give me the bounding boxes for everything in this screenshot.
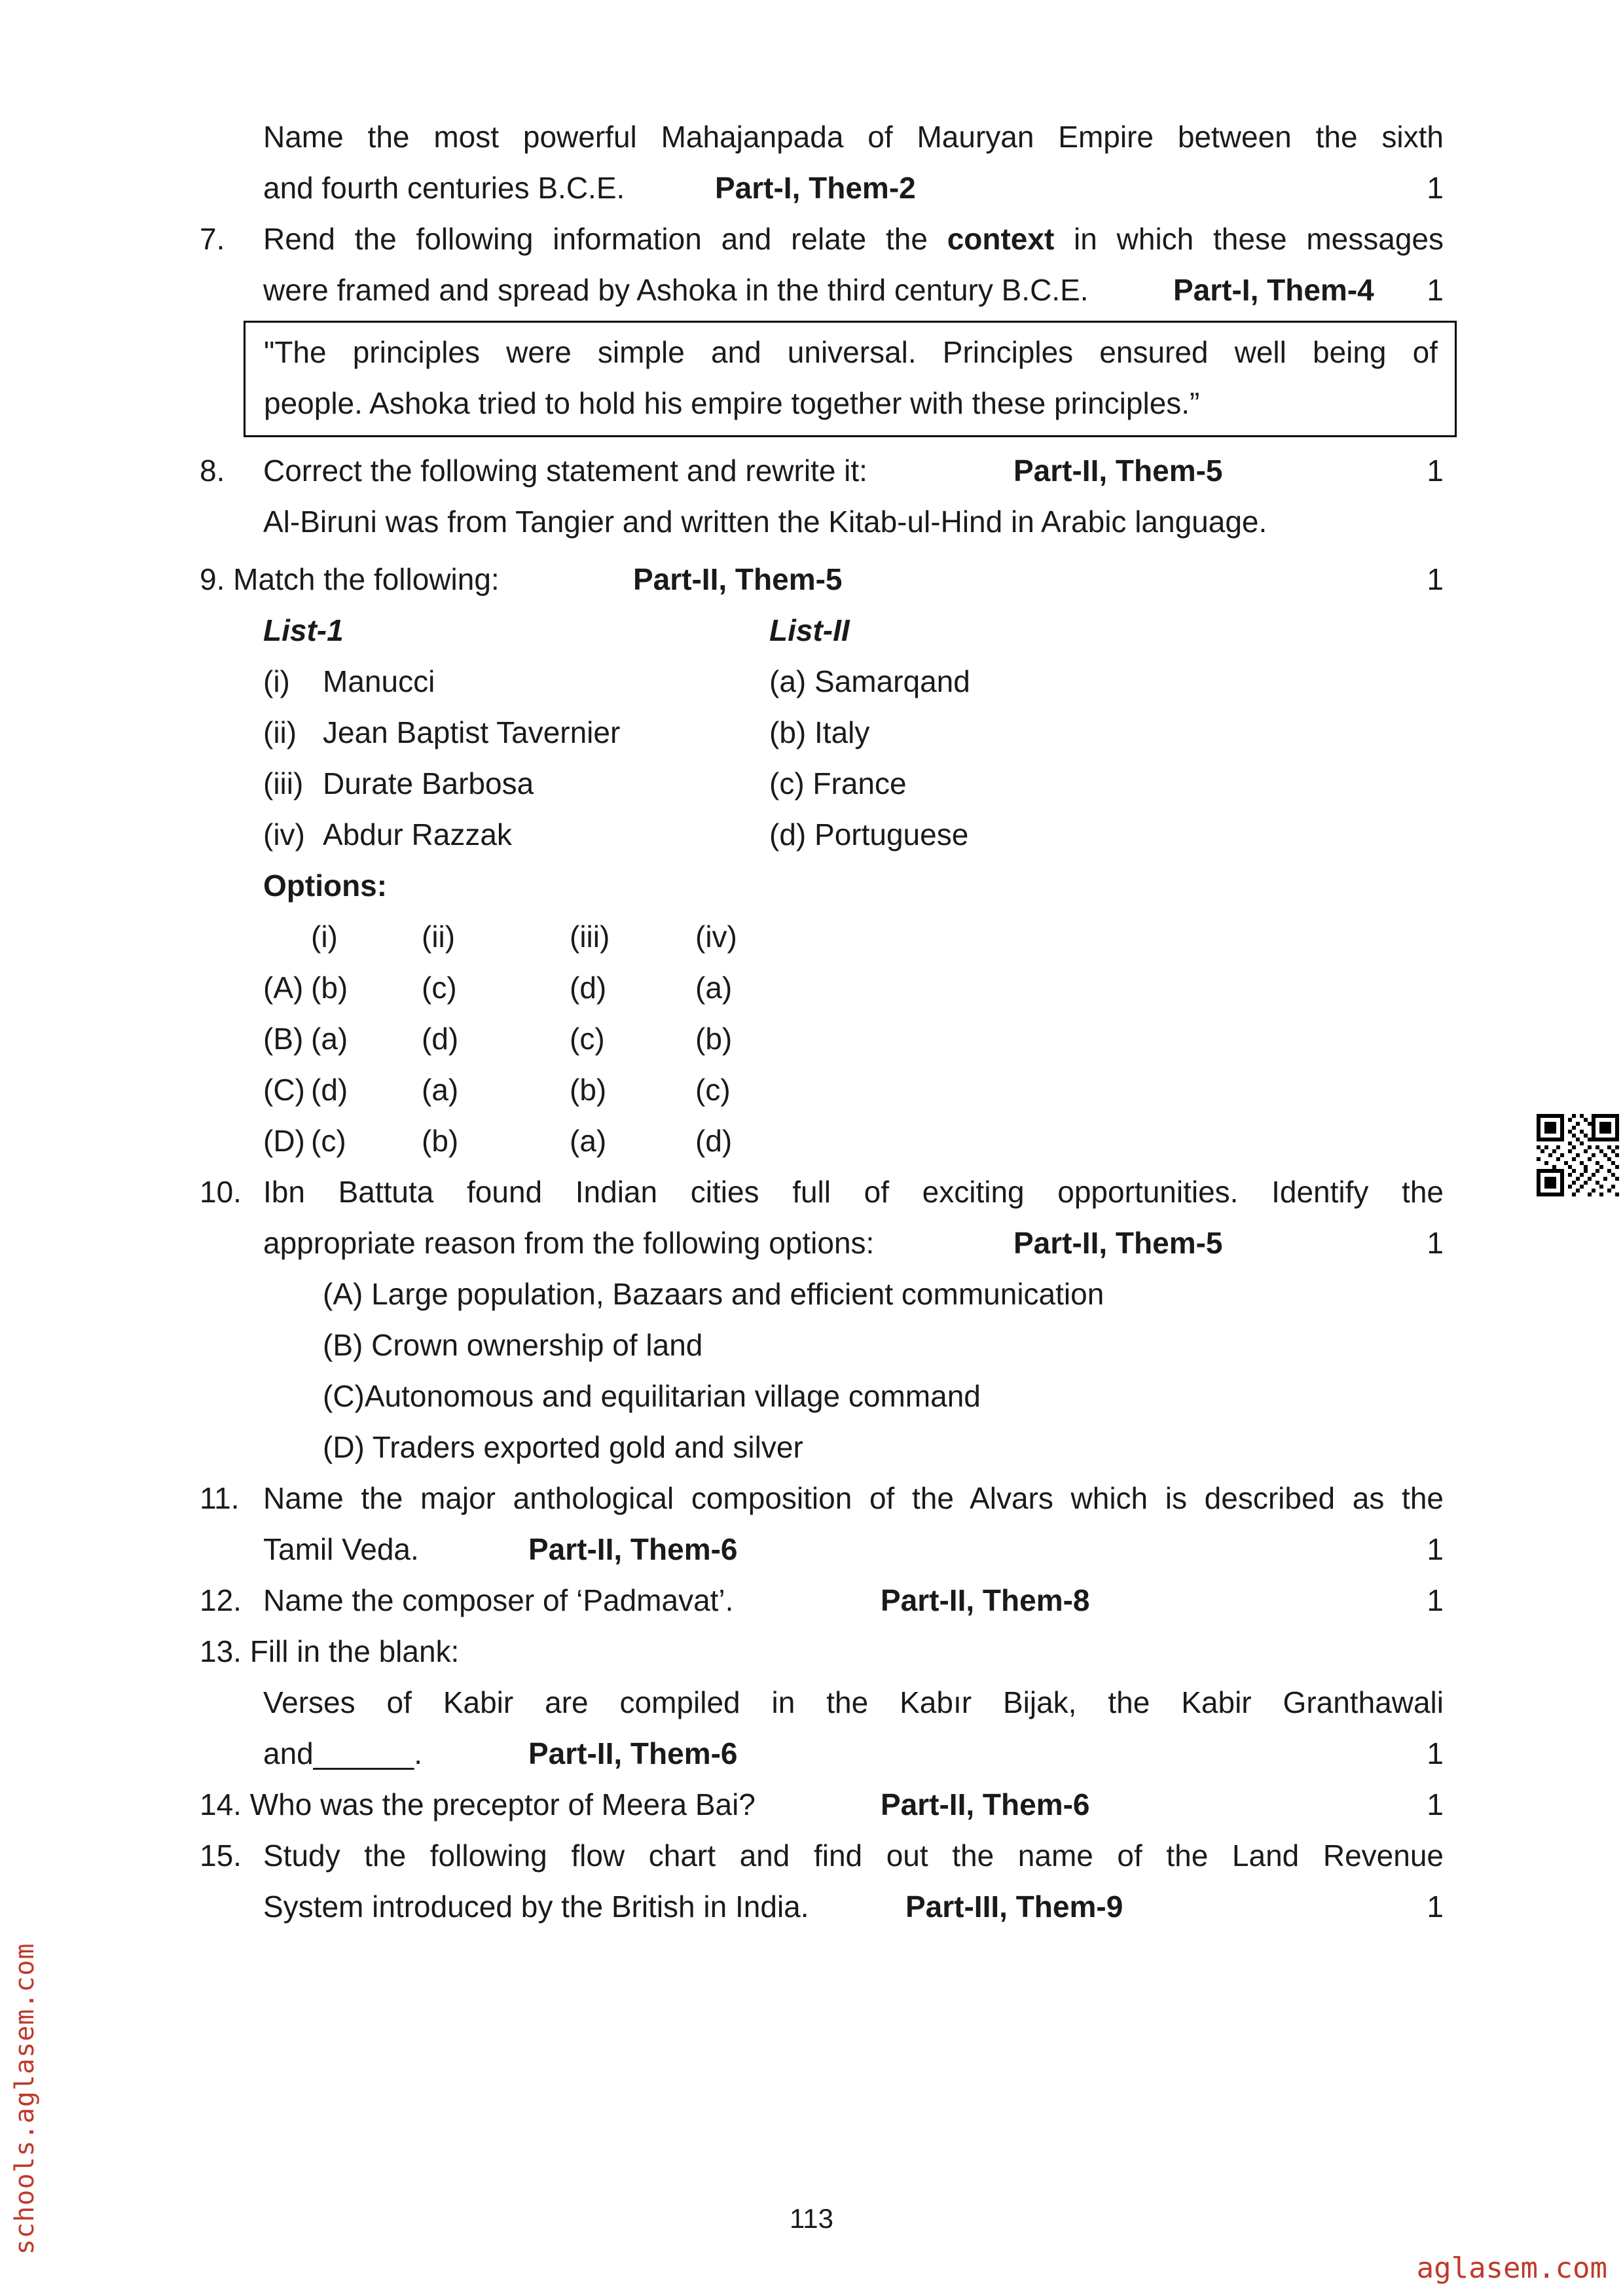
- question-7-text-pre: Rend the following information and relate the: [263, 222, 947, 256]
- question-13-part-tag: Part-II, Them-6: [528, 1736, 738, 1770]
- list2-item: [769, 656, 970, 707]
- question-13-body: [200, 1677, 1444, 1779]
- question-14-marks: 1: [1427, 1787, 1444, 1821]
- opt-col-head-4: (iv): [695, 920, 737, 954]
- question-10-number: 10.: [200, 1175, 242, 1209]
- match-row-3: [263, 758, 1444, 809]
- question-15-part-tag: Part-III, Them-9: [905, 1890, 1123, 1924]
- list1-item: [263, 656, 769, 707]
- question-15-marks: 1: [1427, 1890, 1444, 1924]
- opt-col-head-1: (i): [311, 920, 338, 954]
- question-6-text: and fourth centuries B.C.E.: [263, 171, 625, 205]
- question-15-number: 15.: [200, 1839, 242, 1873]
- item-place: Italy: [814, 715, 870, 749]
- opt-cell: (c): [311, 1124, 346, 1158]
- item-place: Samarqand: [814, 664, 970, 698]
- opt-cell: (c): [695, 1073, 731, 1107]
- option-c: (C)Autonomous and equilitarian village command: [323, 1379, 981, 1413]
- list1-title: List-1: [263, 613, 344, 647]
- question-8: [200, 445, 1444, 547]
- question-10-part-tag: Part-II, Them-5: [1013, 1226, 1223, 1260]
- item-place: Portuguese: [814, 817, 969, 852]
- question-13: [200, 1626, 1444, 1779]
- opt-cell: (a): [695, 971, 733, 1005]
- opt-cell: (d): [570, 971, 607, 1005]
- opt-row-label-B: (B): [263, 1022, 304, 1056]
- question-13-line2: [263, 1728, 1444, 1779]
- opt-col-head-3: (iii): [570, 920, 610, 954]
- question-7-marks: 1: [1427, 273, 1444, 307]
- options-label: Options:: [263, 869, 388, 903]
- option-d: (D) Traders exported gold and silver: [323, 1430, 803, 1464]
- item-letter: (a): [769, 664, 807, 698]
- question-7-text-post: in which these messages: [1054, 222, 1444, 256]
- opt-cell: (d): [695, 1124, 733, 1158]
- question-7-line2: [263, 264, 1444, 315]
- quote-box: [244, 321, 1457, 437]
- question-14: [200, 1779, 1444, 1830]
- question-14-text: 14. Who was the preceptor of Meera Bai?: [200, 1787, 756, 1821]
- question-9-part-tag: Part-II, Them-5: [633, 562, 843, 596]
- question-6: [200, 111, 1444, 213]
- opt-row-label-C: (C): [263, 1073, 305, 1107]
- question-12: [200, 1575, 1444, 1626]
- side-watermark: schools.aglasem.com: [10, 1943, 40, 2255]
- item-letter: (c): [769, 766, 805, 800]
- opt-cell: (b): [422, 1124, 459, 1158]
- item-name: Abdur Razzak: [323, 817, 512, 852]
- question-15-text: System introduced by the British in India.: [263, 1890, 809, 1924]
- question-6-line2: [263, 162, 1444, 213]
- question-9-text: 9. Match the following:: [200, 562, 500, 596]
- item-place: France: [812, 766, 907, 800]
- opt-cell: (d): [311, 1073, 348, 1107]
- opt-cell: (d): [422, 1022, 459, 1056]
- opt-row-label-D: (D): [263, 1124, 305, 1158]
- question-13-heading: 13. Fill in the blank:: [200, 1634, 460, 1668]
- opt-cell: (b): [570, 1073, 607, 1107]
- question-8-line2: Al-Biruni was from Tangier and written the Kitab-ul-Hind in Arabic language.: [263, 505, 1267, 539]
- question-7-part-tag: Part-I, Them-4: [1173, 273, 1374, 307]
- question-14-part-tag: Part-II, Them-6: [881, 1787, 1090, 1821]
- list2-item: [769, 809, 968, 860]
- question-8-text: Correct the following statement and rewrite it:: [263, 454, 867, 488]
- opt-col-head-2: (ii): [422, 920, 456, 954]
- question-7: [200, 213, 1444, 437]
- question-10-line1: Ibn Battuta found Indian cities full of exciting opportunities. Identify the: [263, 1175, 1444, 1209]
- opt-cell: (a): [311, 1022, 348, 1056]
- question-6-part-tag: Part-I, Them-2: [715, 171, 916, 205]
- question-9-marks: 1: [1427, 562, 1444, 596]
- question-9: [200, 554, 1444, 1166]
- question-6-marks: 1: [1427, 171, 1444, 205]
- question-12-text: Name the composer of ‘Padmavat’.: [263, 1583, 734, 1617]
- list1-item: [263, 758, 769, 809]
- question-13-marks: 1: [1427, 1736, 1444, 1770]
- question-7-number: 7.: [200, 222, 225, 256]
- q9-options-table: [263, 911, 1444, 1166]
- quote-line1: "The principles were simple and universal. Principles ensured well being of: [264, 335, 1438, 369]
- question-7-bold-word: context: [947, 222, 1055, 256]
- list2-item: [769, 707, 869, 758]
- question-11-marks: 1: [1427, 1532, 1444, 1566]
- item-name: Manucci: [323, 664, 435, 698]
- question-15-line2: [263, 1881, 1444, 1932]
- options-label-row: [263, 860, 1444, 911]
- questions-area: [200, 111, 1444, 1932]
- question-7-text: were framed and spread by Ashoka in the third century B.C.E.: [263, 273, 1089, 307]
- qr-code: [1537, 1114, 1619, 1196]
- option-b: (B) Crown ownership of land: [323, 1328, 703, 1362]
- question-10-line2: [263, 1217, 1444, 1268]
- question-10-options: [263, 1268, 1444, 1473]
- question-15-line1: Study the following flow chart and find out the name of the Land Revenue: [263, 1839, 1444, 1873]
- opt-row-label-A: (A): [263, 971, 304, 1005]
- question-11-line1: Name the major anthological composition of the Alvars which is described as the: [263, 1481, 1444, 1515]
- list2-title: List-II: [769, 613, 850, 647]
- question-11-part-tag: Part-II, Them-6: [528, 1532, 738, 1566]
- question-8-line1: [263, 445, 1444, 496]
- match-row-4: [263, 809, 1444, 860]
- match-row-1: [263, 656, 1444, 707]
- question-7-line1: [263, 213, 1444, 264]
- item-letter: (b): [769, 715, 807, 749]
- question-10-marks: 1: [1427, 1226, 1444, 1260]
- list-titles-row: [263, 605, 1444, 656]
- opt-cell: (b): [311, 971, 348, 1005]
- match-the-following: [200, 605, 1444, 1166]
- question-8-marks: 1: [1427, 454, 1444, 488]
- item-numeral: (iii): [263, 766, 304, 800]
- list1-item: [263, 707, 769, 758]
- question-13-line1: Verses of Kabir are compiled in the Kabır Bijak, the Kabir Granthawali: [263, 1685, 1444, 1719]
- question-12-marks: 1: [1427, 1583, 1444, 1617]
- question-11-text: Tamil Veda.: [263, 1532, 419, 1566]
- match-row-2: [263, 707, 1444, 758]
- quote-line2: people. Ashoka tried to hold his empire together with these principles.”: [264, 386, 1200, 420]
- question-12-number: 12.: [200, 1583, 242, 1617]
- item-numeral: (iv): [263, 817, 305, 852]
- option-a: (A) Large population, Bazaars and efficient communication: [323, 1277, 1104, 1311]
- question-9-heading: [200, 554, 1444, 605]
- question-6-line1: Name the most powerful Mahajanpada of Mauryan Empire between the sixth: [263, 120, 1444, 154]
- opt-cell: (a): [570, 1124, 607, 1158]
- question-8-number: 8.: [200, 454, 225, 488]
- opt-cell: (c): [422, 971, 457, 1005]
- question-10-text: appropriate reason from the following options:: [263, 1226, 875, 1260]
- opt-corner-blank: [263, 911, 311, 962]
- question-13-blank-text: and______.: [263, 1736, 423, 1770]
- item-name: Jean Baptist Tavernier: [323, 715, 621, 749]
- question-12-line: [263, 1575, 1444, 1626]
- opt-cell: (a): [422, 1073, 459, 1107]
- item-numeral: (ii): [263, 715, 297, 749]
- item-numeral: (i): [263, 664, 290, 698]
- question-11-line2: [263, 1524, 1444, 1575]
- list2-item: [769, 758, 907, 809]
- bottom-watermark: aglasem.com: [1416, 2251, 1607, 2285]
- page-number: 113: [790, 2203, 833, 2234]
- item-letter: (d): [769, 817, 807, 852]
- list1-item: [263, 809, 769, 860]
- question-12-part-tag: Part-II, Them-8: [881, 1583, 1090, 1617]
- question-15: [200, 1830, 1444, 1932]
- item-name: Durate Barbosa: [323, 766, 534, 800]
- opt-cell: (b): [695, 1022, 733, 1056]
- question-8-part-tag: Part-II, Them-5: [1013, 454, 1223, 488]
- question-10: [200, 1166, 1444, 1473]
- question-11: [200, 1473, 1444, 1575]
- question-11-number: 11.: [200, 1481, 240, 1515]
- opt-cell: (c): [570, 1022, 605, 1056]
- question-14-line: [200, 1779, 1444, 1830]
